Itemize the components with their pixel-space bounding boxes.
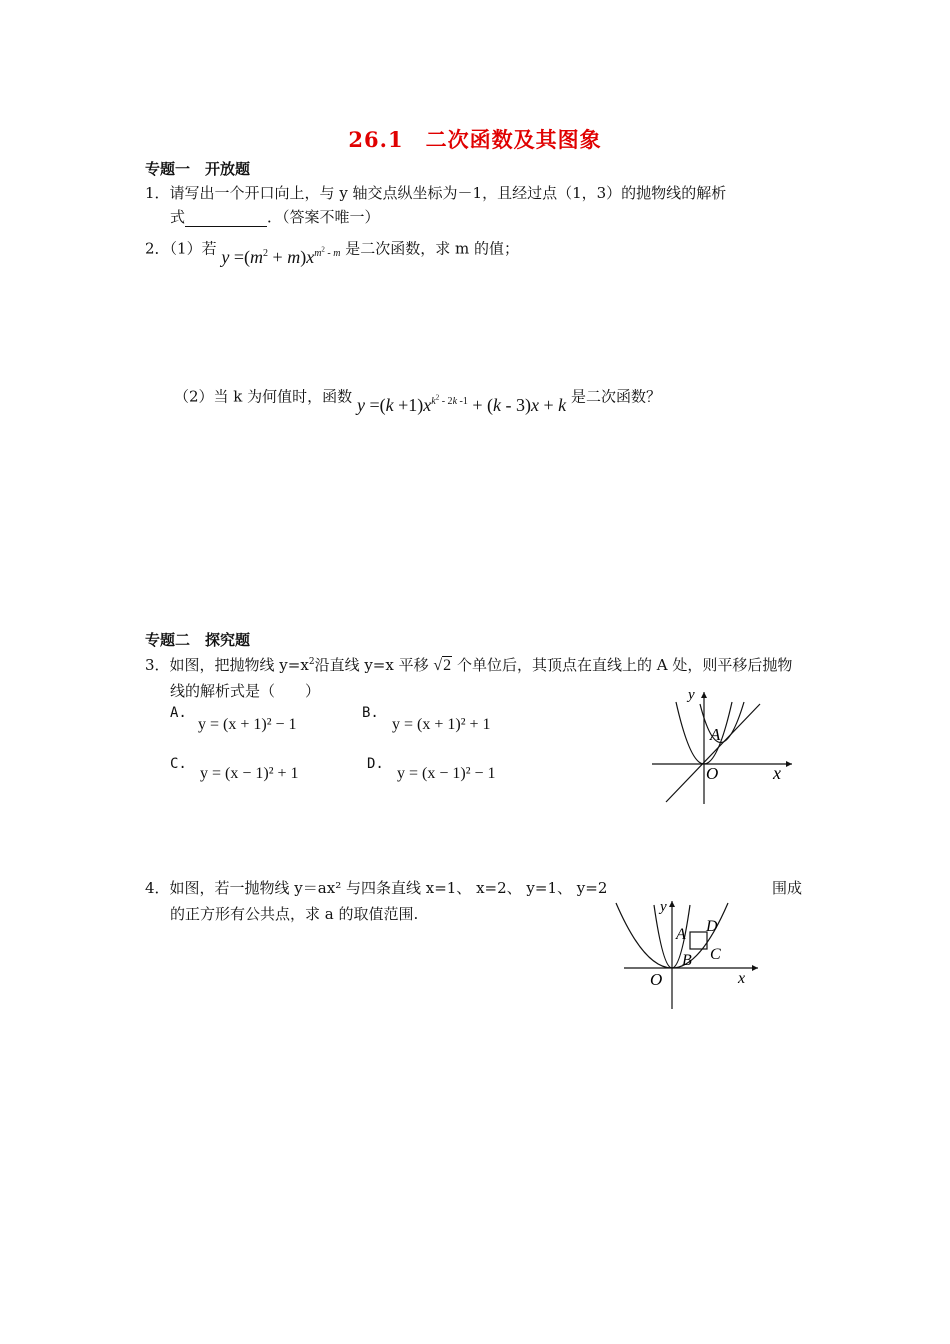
question-2-part-1 (145, 236, 520, 268)
origin-label: O (650, 970, 663, 989)
question-3-text-c: 个单位后，其顶点在直线上的 A 处，则平移后抛物 (456, 656, 793, 674)
question-4-line-1: 4．如图，若一抛物线 y＝ax² 与四条直线 x=1、 x=2、 y=1、 y=2 (145, 879, 608, 897)
x-axis-arrow-icon (752, 965, 758, 971)
question-1-suffix: ．（答案不唯一） (267, 208, 380, 226)
figure-q4 (610, 895, 770, 1015)
question-2-part-1-prefix: 2．（1）若 (145, 239, 217, 258)
section-heading-open: 专题一 开放题 (145, 160, 251, 178)
point-d-label: D (706, 918, 718, 935)
question-3-text-a: 3．如图，把抛物线 y=x (145, 656, 309, 674)
figure-q3 (640, 680, 820, 810)
formula-q2-part2: $y =(k +1)x^{k^2 - 2k -1} + (k - 3)x + k$ (356, 394, 567, 416)
option-a-formula[interactable]: y = (x + 1)² − 1 (198, 716, 297, 733)
origin-label: O (706, 764, 719, 783)
question-4-line-2: 的正方形有公共点，求 a 的取值范围. (170, 905, 419, 923)
option-b-formula[interactable]: y = (x + 1)² + 1 (392, 716, 491, 733)
formula-q2-part1: $y =(m^2 + m)x^{m^2 - m}$ (221, 246, 341, 268)
point-a-label: A (676, 926, 686, 943)
option-d-label[interactable]: D. (367, 756, 384, 772)
point-b-label: B (682, 952, 692, 969)
question-1-line-1: 1．请写出一个开口向上，与 y 轴交点纵坐标为－1，且经过点（1，3）的抛物线的解析 (145, 184, 727, 202)
point-c-label: C (710, 946, 721, 963)
question-2-part-2 (174, 384, 661, 416)
x-axis-label: x (738, 970, 746, 987)
option-c-formula[interactable]: y = (x − 1)² + 1 (200, 765, 299, 782)
y-axis-arrow-icon (701, 692, 707, 698)
option-c-label[interactable]: C. (170, 756, 187, 772)
question-1-line-2 (170, 206, 380, 227)
question-2-part-2-suffix: 是二次函数？ (570, 387, 661, 406)
question-2-part-1-suffix: 是二次函数，求 m 的值； (345, 239, 520, 258)
radical-sqrt-2: √2 (433, 657, 452, 674)
y-axis-label: y (660, 899, 667, 915)
option-d-formula[interactable]: y = (x − 1)² − 1 (397, 765, 496, 782)
option-a-label[interactable]: A. (170, 705, 187, 721)
option-b-label[interactable]: B. (362, 705, 379, 721)
page-title: 26.1 二次函数及其图象 (348, 127, 602, 152)
x-axis-arrow-icon (786, 761, 792, 767)
question-3-line-1: 3．如图，把抛物线 $y=x^2$沿直线 y=x 平移 √2 个单位后，其顶点在直线上的 A 处，则平移后抛物 (145, 656, 793, 674)
parabola-shifted (700, 702, 744, 743)
question-4-line-1-tail: 围成 (772, 879, 803, 897)
question-2-part-2-prefix: （2）当 k 为何值时，函数 (174, 387, 353, 406)
x-axis-label: x (773, 763, 781, 783)
answer-blank[interactable] (185, 212, 267, 227)
section-heading-explore: 专题二 探究题 (145, 631, 251, 649)
question-1-prefix: 式 (170, 208, 186, 226)
point-a-label: A (710, 725, 721, 744)
y-axis-arrow-icon (669, 901, 675, 907)
question-3-text-b: 沿直线 y=x 平移 (314, 656, 429, 674)
question-3-line-2: 线的解析式是（ ） (170, 682, 321, 700)
y-axis-label: y (688, 687, 695, 703)
